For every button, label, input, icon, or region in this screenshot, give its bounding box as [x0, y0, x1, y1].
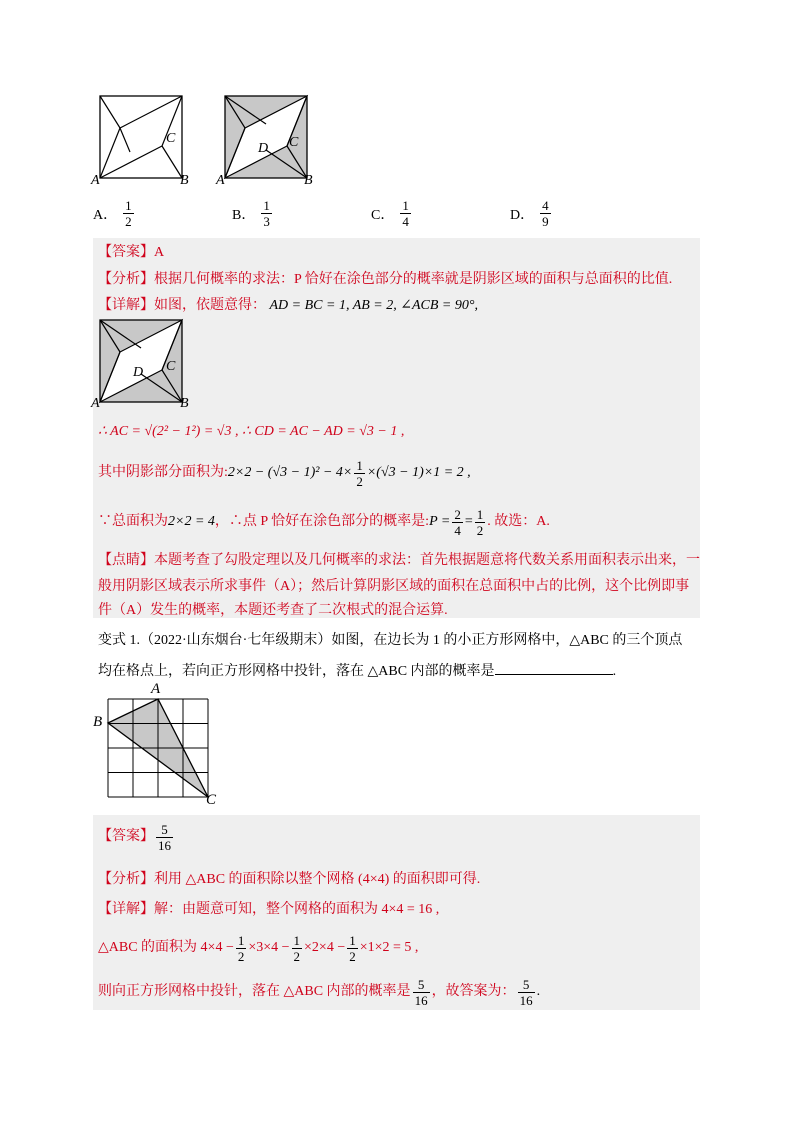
- q1-analysis: 【分析】根据几何概率的求法：P 恰好在涂色部分的概率就是阴影区域的面积与总面积的比值.: [98, 272, 673, 287]
- fig2-label-a: A: [216, 173, 225, 188]
- fig1-label-a: A: [91, 173, 100, 188]
- q1-step3: ∵总面积为 2×2 = 4 ，∴点 P 恰好在涂色部分的概率是: P = $\frac{2}{4}$ = $\frac{1}{2}$ . 故选：A.: [98, 506, 550, 538]
- fig2-label-b: B: [304, 173, 313, 188]
- fig3-label-b: B: [180, 396, 189, 411]
- option-d-fraction: $\frac{4}{9}$: [542, 198, 549, 229]
- option-a[interactable]: [93, 198, 136, 229]
- option-b-fraction: $\frac{1}{3}$: [263, 198, 270, 229]
- option-a-fraction: $\frac{1}{2}$: [125, 198, 132, 229]
- option-b[interactable]: [232, 198, 274, 229]
- q2-detail: 【详解】解：由题意可知，整个网格的面积为 4×4 = 16 ,: [98, 902, 440, 917]
- option-a-letter: A．: [93, 207, 118, 223]
- q2-answer: 【答案】 $\frac{5}{16}$: [98, 821, 171, 853]
- q1-step2: 其中阴影部分面积为: 2×2 − (√3 − 1)² − 4× $\frac{1}{2}$ ×(√3 − 1)×1 = 2 ,: [98, 457, 471, 489]
- option-b-letter: B．: [232, 207, 256, 223]
- q2-area: △ABC 的面积为 4×4 − $\frac{1}{2}$ ×3×4 − $\frac{1}{2}$ ×2×4 − $\frac{1}{2}$ ×1×2 = 5 ,: [98, 932, 419, 964]
- q1-comment-2: 般用阴影区域表示所求事件（A）；然后计算阴影区域的面积在总面积中占的比例，这个比例即事: [98, 579, 690, 594]
- q1-detail: 【详解】如图，依题意得： AD = BC = 1, AB = 2, ∠ACB = 90°,: [98, 298, 478, 313]
- option-c[interactable]: [371, 198, 413, 229]
- fig3-label-a: A: [91, 396, 100, 411]
- q1-comment-1: 【点睛】本题考查了勾股定理以及几何概率的求法：首先根据题意将代数关系用面积表示出来，一: [98, 553, 700, 568]
- fig2-label-c: C: [289, 135, 299, 150]
- q1-answer: 【答案】A: [98, 245, 165, 260]
- fig3-label-d: D: [133, 365, 144, 380]
- option-d-letter: D．: [510, 207, 535, 223]
- q2-question-line2: 均在格点上，若向正方形网格中投针，落在 △ABC 内部的概率是 .: [98, 660, 616, 682]
- q1-comment-3: 件（A）发生的概率，本题还考查了二次根式的混合运算.: [98, 603, 448, 618]
- fig1-label-c: C: [166, 131, 176, 146]
- q2-final: 则向正方形网格中投针，落在 △ABC 内部的概率是 $\frac{5}{16}$ ，故答案为： $\frac{5}{16}$ .: [98, 976, 541, 1008]
- q2-question-line1: 变式 1.（2022·山东烟台·七年级期末）如图，在边长为 1 的小正方形网格中，△ABC 的三个顶点: [98, 633, 683, 648]
- option-c-fraction: $\frac{1}{4}$: [402, 198, 409, 229]
- q2-analysis: 【分析】利用 △ABC 的面积除以整个网格 (4×4) 的面积即可得.: [98, 872, 481, 887]
- option-c-letter: C．: [371, 207, 395, 223]
- option-d[interactable]: [510, 198, 553, 229]
- q1-step1: ∴ AC = √(2² − 1²) = √3 , ∴ CD = AC − AD = √3 − 1 ,: [98, 424, 405, 439]
- fig1-label-b: B: [180, 173, 189, 188]
- grid-label-b: B: [93, 714, 103, 730]
- q1-detail-equation: AD = BC = 1, AB = 2, ∠ACB = 90°,: [269, 298, 478, 313]
- fig3-label-c: C: [166, 359, 176, 374]
- q2-answer-blank[interactable]: [495, 660, 613, 675]
- fig2-label-d: D: [258, 141, 269, 156]
- grid-label-c: C: [206, 792, 217, 808]
- grid-label-a: A: [151, 681, 161, 697]
- figure-grid-triangle: [108, 699, 208, 799]
